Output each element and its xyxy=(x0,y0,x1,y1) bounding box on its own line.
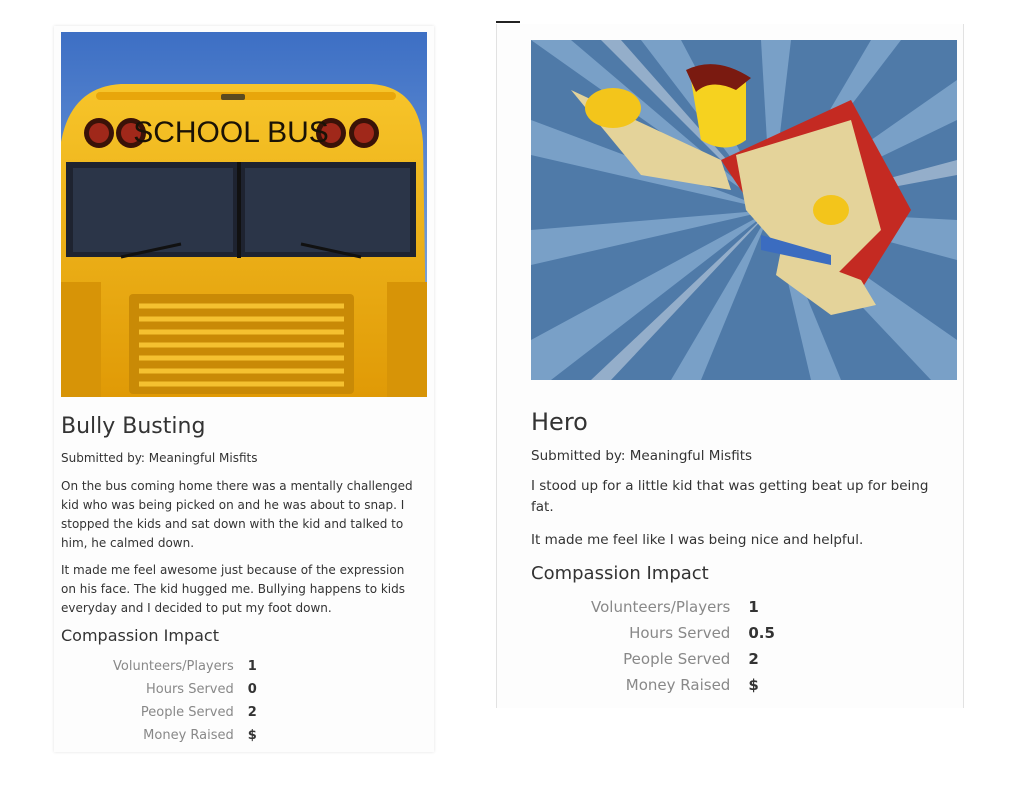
impact-stats-table xyxy=(113,655,257,747)
stat-value: 0 xyxy=(247,682,257,697)
stat-label: People Served xyxy=(140,705,234,720)
stat-label: Hours Served xyxy=(145,682,234,697)
stat-label: Volunteers/Players xyxy=(113,659,234,674)
story-paragraph: It made me feel like I was being nice and helpful. xyxy=(531,532,864,548)
story-title: Hero xyxy=(531,408,588,436)
stat-label: People Served xyxy=(623,650,731,668)
bus-sign-text: SCHOOL BUS xyxy=(133,116,329,149)
stat-value: 2 xyxy=(748,650,759,668)
stat-row xyxy=(113,678,257,701)
stat-row xyxy=(113,724,257,747)
stat-row xyxy=(591,620,775,646)
impact-heading: Compassion Impact xyxy=(61,626,219,645)
stat-value: $ xyxy=(748,676,759,694)
stat-row xyxy=(113,701,257,724)
stat-value: 2 xyxy=(247,705,257,720)
stat-label: Hours Served xyxy=(629,624,731,642)
stat-label: Money Raised xyxy=(143,728,234,743)
story-paragraph: I stood up for a little kid that was getting beat up for being fat. xyxy=(531,478,929,515)
stat-row xyxy=(113,655,257,678)
stat-label: Volunteers/Players xyxy=(591,598,731,616)
divider-mark xyxy=(496,21,520,23)
story-card-bully-busting xyxy=(54,26,434,752)
stat-value: 1 xyxy=(748,598,759,616)
story-title: Bully Busting xyxy=(61,414,206,439)
impact-stats-table xyxy=(591,594,775,698)
submitted-by: Submitted by: Meaningful Misfits xyxy=(531,448,753,464)
stat-label: Money Raised xyxy=(625,676,731,694)
stat-row xyxy=(591,646,775,672)
stat-row xyxy=(591,594,775,620)
stat-value: 0.5 xyxy=(748,624,775,642)
stat-value: $ xyxy=(247,728,257,743)
story-paragraph: It made me feel awesome just because of the expression on his face. The kid hugged me. Bullying happens to kids everyday and I decided to put my foot down. xyxy=(61,563,406,615)
stat-value: 1 xyxy=(247,659,257,674)
story-paragraph: On the bus coming home there was a mentally challenged kid who was being picked on and he was about to snap. I stopped the kids and sat down with the kid and talked to him, he calmed down. xyxy=(61,479,413,550)
impact-heading: Compassion Impact xyxy=(531,563,709,584)
superhero-image xyxy=(531,40,957,380)
school-bus-image xyxy=(61,32,427,397)
stat-row xyxy=(591,672,775,698)
submitted-by: Submitted by: Meaningful Misfits xyxy=(61,451,258,465)
story-card-hero xyxy=(496,24,964,708)
